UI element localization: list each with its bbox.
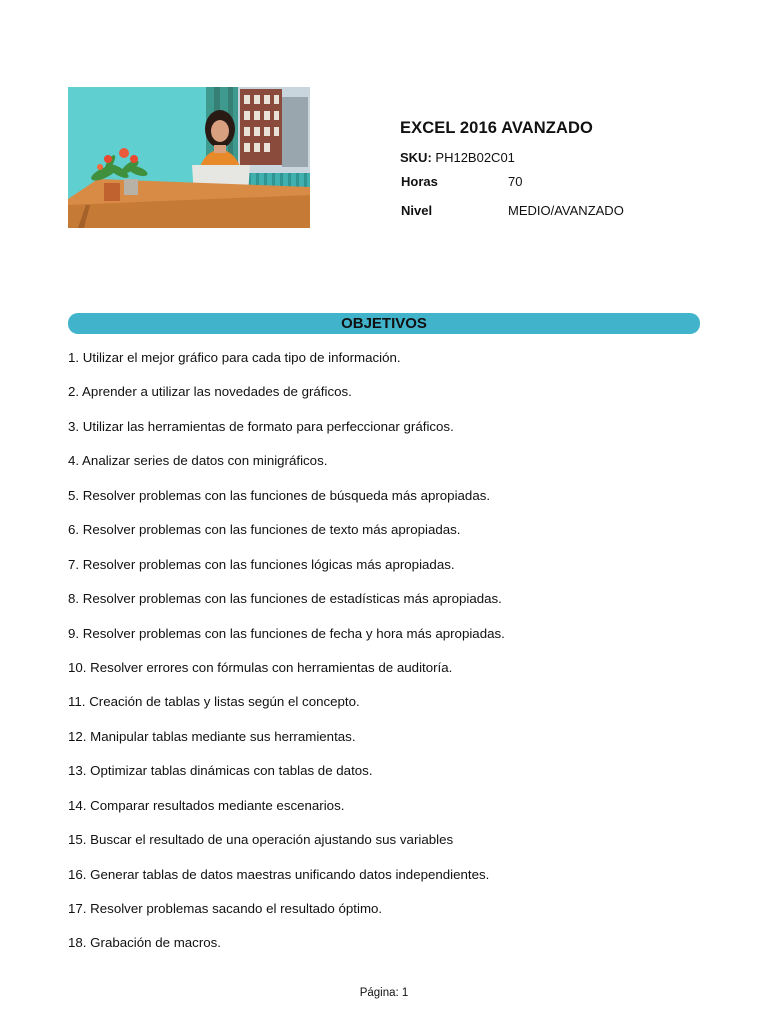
objective-item: 9. Resolver problemas con las funciones de fecha y hora más apropiadas.: [68, 625, 505, 641]
hours-value: 70: [508, 174, 523, 189]
objective-item: 8. Resolver problemas con las funciones de estadísticas más apropiadas.: [68, 591, 502, 607]
objective-item: 1. Utilizar el mejor gráfico para cada tipo de información.: [68, 350, 401, 365]
objective-item: 10. Resolver errores con fórmulas con herramientas de auditoría.: [68, 659, 453, 675]
objective-item: 15. Buscar el resultado de una operación ajustando sus variables: [68, 832, 454, 848]
objective-item: 16. Generar tablas de datos maestras unificando datos independientes.: [68, 866, 490, 882]
objective-item: 3. Utilizar las herramientas de formato para perfeccionar gráficos.: [68, 418, 454, 434]
sku-line: [400, 150, 515, 165]
office-woman-laptop-photo-icon: [68, 87, 310, 228]
objective-item: 6. Resolver problemas con las funciones de texto más apropiadas.: [68, 522, 461, 538]
objective-item: 5. Resolver problemas con las funciones de búsqueda más apropiadas.: [68, 487, 491, 503]
hours-row: [401, 174, 522, 189]
course-info: [400, 116, 720, 218]
objective-item: 18. Grabación de macros.: [68, 935, 221, 951]
objective-item: 17. Resolver problemas sacando el resultado óptimo.: [68, 901, 383, 916]
level-label: Nivel: [401, 203, 433, 218]
objective-item: 11. Creación de tablas y listas según el concepto.: [68, 694, 360, 710]
objective-item: 2. Aprender a utilizar las novedades de gráficos.: [68, 384, 352, 400]
objectives-heading: OBJETIVOS: [68, 313, 700, 334]
objectives-list: [68, 349, 708, 969]
objective-item: 12. Manipular tablas mediante sus herramientas.: [68, 728, 356, 744]
objective-item: 7. Resolver problemas con las funciones lógicas más apropiadas.: [68, 556, 455, 572]
objective-item: 14. Comparar resultados mediante escenarios.: [68, 797, 345, 813]
level-value: MEDIO/AVANZADO: [508, 203, 624, 218]
sku-value: PH12B02C01: [435, 150, 515, 165]
level-row: [401, 203, 624, 218]
course-title: EXCEL 2016 AVANZADO: [400, 119, 593, 137]
objective-item: 13. Optimizar tablas dinámicas con tablas de datos.: [68, 763, 373, 779]
course-photo: [68, 87, 310, 228]
objective-item: 4. Analizar series de datos con minigráficos.: [68, 453, 328, 469]
page-number: Página: 1: [359, 987, 409, 999]
sku-label: SKU:: [400, 150, 432, 165]
hours-label: Horas: [401, 174, 438, 189]
